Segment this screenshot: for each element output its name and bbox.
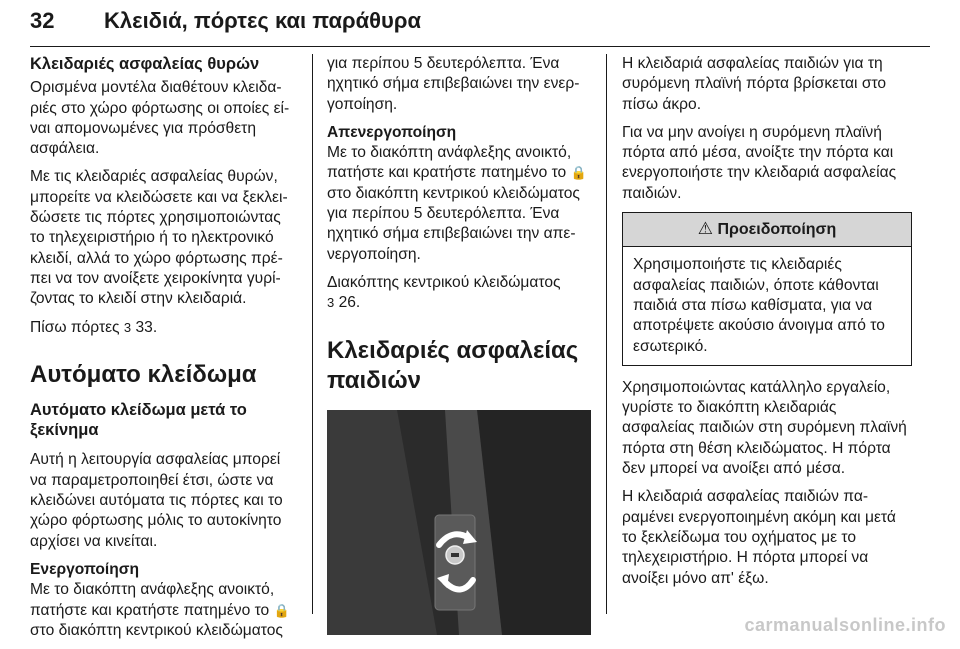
reference-text: Πίσω πόρτες bbox=[30, 318, 120, 336]
cross-reference[interactable] bbox=[30, 318, 298, 338]
column-3 bbox=[622, 54, 912, 597]
cross-reference[interactable] bbox=[327, 273, 591, 314]
child-lock-illustration bbox=[327, 410, 591, 635]
lock-icon: 🔒 bbox=[273, 602, 290, 618]
door-lock-diagram bbox=[327, 410, 591, 635]
lock-icon: 🔒 bbox=[570, 165, 587, 181]
warning-box bbox=[622, 212, 912, 366]
paragraph: Η κλειδαριά ασφαλείας παιδιών για τη συρόμενη πλαϊνή πόρτα βρίσκεται στο πίσω άκρο. bbox=[622, 55, 887, 113]
warning-body: Χρησιμοποιήστε τις κλειδαριές ασφαλείας παιδιών, όποτε κάθονται παιδιά στα πίσω καθίσματα, για να αποτρέψετε ακούσιο άνοιγμα από το εσωτερικό. bbox=[633, 256, 885, 355]
paragraph: Χρησιμοποιώντας κατάλληλο εργαλείο, γυρίστε το διακόπτη κλειδαριάς ασφαλείας παιδιών στη συρόμενη πλαϊνή πόρτα στη θέση κλειδώματος. Η πόρτα δεν μπορεί να ανοίξει από μέσα. bbox=[622, 378, 907, 478]
paragraph bbox=[327, 143, 591, 265]
warning-title bbox=[623, 213, 911, 247]
column-divider-right bbox=[606, 54, 607, 614]
heading-deactivation: Απενεργοποίηση bbox=[327, 123, 457, 141]
column-divider-left bbox=[312, 54, 313, 614]
section-heading-auto-lock: Αυτόματο κλείδωμα bbox=[30, 360, 257, 388]
paragraph-text: Με το διακόπτη ανάφλεξης ανοικτό, πατήστε και κρατήστε πατημένο το bbox=[327, 144, 572, 182]
paragraph: Ορισμένα μοντέλα διαθέτουν κλειδαριές στο χώρο φόρτωσης οι οποίες είναι απομονωμένες για πρόσθετη ασφάλεια. bbox=[30, 79, 290, 158]
warning-icon: ⚠ bbox=[697, 219, 713, 239]
paragraph-text: στο διακόπτη κεντρικού κλειδώματος για περίπου 5 δευτερόλεπτα. Ένα ηχητικό σήμα επιβεβαιώνει την απενεργοποίηση. bbox=[327, 184, 580, 263]
paragraph-text: στο διακόπτη κεντρικού κλειδώματος bbox=[30, 621, 283, 639]
watermark: carmanualsonline.info bbox=[744, 615, 946, 635]
reference-text: Διακόπτης κεντρικού κλειδώματος bbox=[327, 273, 561, 291]
warning-title-text: Προειδοποίηση bbox=[717, 221, 837, 239]
reference-page: 33. bbox=[135, 318, 158, 336]
page-title: Κλειδιά, πόρτες και παράθυρα bbox=[104, 8, 421, 33]
heading-activation: Ενεργοποίηση bbox=[30, 560, 139, 578]
column-1 bbox=[30, 54, 298, 649]
paragraph-text: Με το διακόπτη ανάφλεξης ανοικτό, πατήστε και κρατήστε πατημένο το bbox=[30, 581, 275, 619]
paragraph bbox=[30, 580, 298, 641]
paragraph: Η κλειδαριά ασφαλείας παιδιών παραμένει ενεργοποιημένη ακόμη και μετά το ξεκλείδωμα του οχήματος με το τηλεχειριστήριο. Η πόρτα μπορεί να ανοίξει μόνο απ' έξω. bbox=[622, 488, 896, 587]
paragraph: για περίπου 5 δευτερόλεπτα. Ένα ηχητικό σήμα επιβεβαιώνει την ενεργοποίηση. bbox=[327, 55, 580, 113]
paragraph: Αυτή η λειτουργία ασφαλείας μπορεί να παραμετροποιηθεί έτσι, ώστε να κλειδώνει αυτόματα τις πόρτες και το χώρο φόρτωσης μόλις το αυτοκίνητο αρχίσει να κινείται. bbox=[30, 451, 283, 550]
column-2 bbox=[327, 54, 591, 635]
page-header bbox=[30, 8, 930, 48]
section-heading-cargo-locks: Κλειδαριές ασφαλείας θυρών bbox=[30, 55, 260, 73]
reference-page: 26. bbox=[338, 294, 361, 312]
paragraph: Για να μην ανοίγει η συρόμενη πλαϊνή πόρτα από μέσα, ανοίξτε την πόρτα και ενεργοποιήστε την κλειδαριά ασφαλείας παιδιών. bbox=[622, 123, 897, 202]
header-rule bbox=[30, 46, 930, 47]
paragraph: Με τις κλειδαριές ασφαλείας θυρών, μπορείτε να κλειδώσετε και να ξεκλειδώσετε τις πόρτες χρησιμοποιώντας το τηλεχειριστήριο ή το ηλεκτρονικό κλειδί, αλλά το χώρο φόρτωσης πρέπει να τον ανοίξετε χειροκίνητα γυρίζοντας το κλειδί στην κλειδαριά. bbox=[30, 168, 288, 308]
subheading-auto-lock-after-start: Αυτόματο κλείδωμα μετά το ξεκίνημα bbox=[30, 400, 247, 440]
section-heading-child-locks: Κλειδαριές ασφαλείας παιδιών bbox=[327, 336, 579, 394]
page-number: 32 bbox=[30, 8, 55, 33]
reference-arrow-icon: 3 bbox=[327, 295, 335, 311]
reference-arrow-icon: 3 bbox=[123, 319, 132, 335]
